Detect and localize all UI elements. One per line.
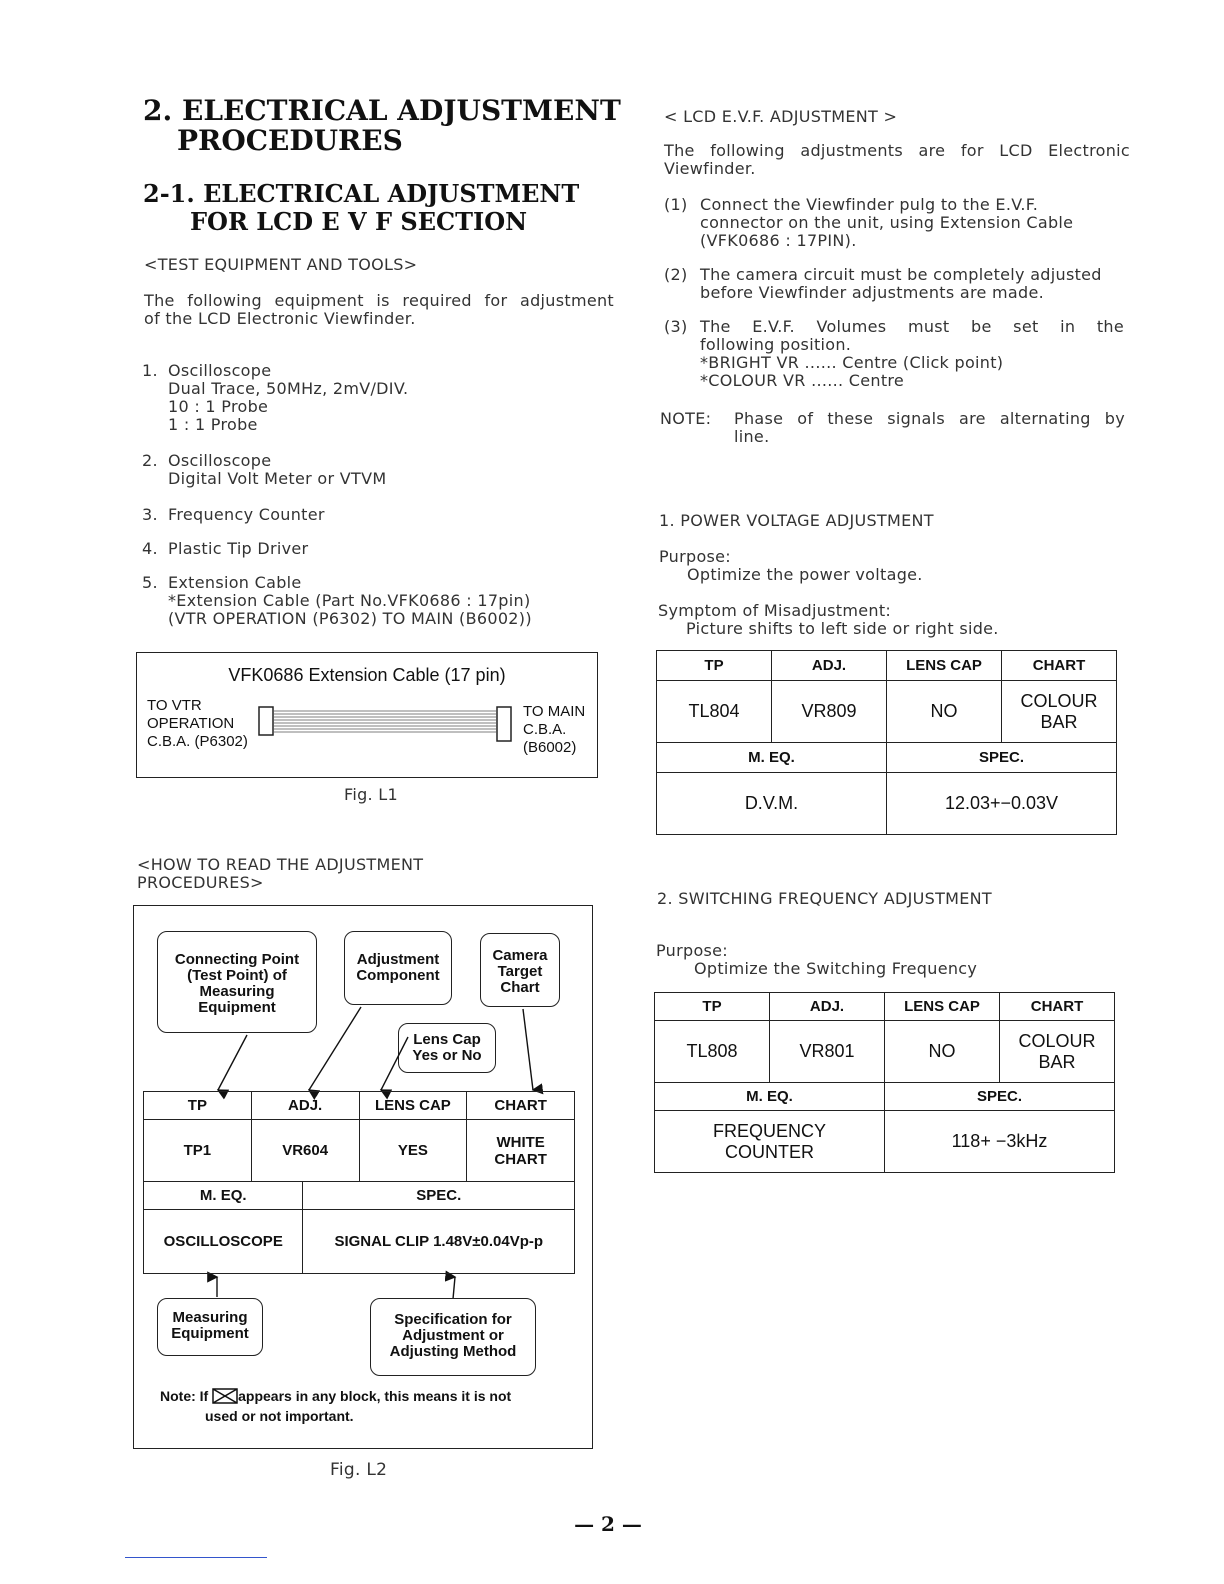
fig-l2-note: Note: If appears in any block, this means it is not used or not important. — [160, 1388, 512, 1424]
equipment-item: 4. Plastic Tip Driver — [142, 539, 309, 558]
bubble-measuring-equipment: Measuring Equipment — [157, 1298, 263, 1356]
header-adj: ADJ. — [251, 1092, 359, 1120]
switching-frequency-spec-table — [654, 1082, 1115, 1173]
header-lens-cap: LENS CAP — [887, 651, 1002, 681]
header-chart: CHART — [1002, 651, 1117, 681]
page-number: — 2 — — [574, 1512, 642, 1536]
bubble-specification: Specification for Adjustment or Adjusting Method — [370, 1298, 536, 1376]
power-voltage-purpose: Purpose: Optimize the power voltage. — [659, 547, 923, 584]
value-lens-cap: NO — [887, 681, 1002, 743]
lcd-evf-heading: < LCD E.V.F. ADJUSTMENT > — [664, 107, 898, 126]
section-heading: 2. ELECTRICAL ADJUSTMENT PROCEDURES — [143, 94, 621, 157]
value-lens-cap: NO — [885, 1021, 1000, 1083]
fig-l1-right-label: TO MAIN C.B.A. (B6002) — [523, 703, 586, 756]
fig-l1-caption: Fig. L1 — [344, 785, 399, 804]
bubble-test-point: Connecting Point (Test Point) of Measuring Equipment — [157, 931, 317, 1033]
power-voltage-spec-table — [656, 742, 1117, 835]
switching-frequency-purpose: Purpose: Optimize the Switching Frequency — [656, 941, 978, 978]
header-tp: TP — [144, 1092, 252, 1120]
value-meq: D.V.M. — [657, 773, 887, 835]
header-meq: M. EQ. — [144, 1182, 303, 1210]
header-spec: SPEC. — [303, 1182, 575, 1210]
header-spec: SPEC. — [887, 743, 1117, 773]
example-spec-table — [143, 1181, 575, 1274]
value-adj: VR809 — [772, 681, 887, 743]
equipment-item: 5. Extension Cable *Extension Cable (Part No.VFK0686 : 17pin) (VTR OPERATION (P6302) TO MAIN (B6002)) — [142, 573, 532, 628]
value-adj: VR801 — [770, 1021, 885, 1083]
value-meq: FREQUENCY COUNTER — [655, 1111, 885, 1173]
value-spec: SIGNAL CLIP 1.48V±0.04Vp-p — [303, 1210, 575, 1274]
value-chart: COLOUR BAR — [1002, 681, 1117, 743]
switching-frequency-table — [654, 992, 1115, 1083]
equipment-item: 2. Oscilloscope Digital Volt Meter or VTVM — [142, 451, 387, 488]
header-meq: M. EQ. — [655, 1083, 885, 1111]
header-spec: SPEC. — [885, 1083, 1115, 1111]
procedure-step: (1) Connect the Viewfinder pulg to the E.V.F. connector on the unit, using Extension Cable (VFK0686 : 17PIN). — [664, 195, 1074, 250]
value-tp: TP1 — [144, 1120, 252, 1182]
subsection-heading: 2-1. ELECTRICAL ADJUSTMENT FOR LCD E V F SECTION — [143, 179, 580, 236]
value-adj: VR604 — [251, 1120, 359, 1182]
equipment-item: 1. Oscilloscope Dual Trace, 50MHz, 2mV/DIV. 10 : 1 Probe 1 : 1 Probe — [142, 361, 409, 434]
extension-cable-icon — [257, 703, 515, 749]
header-lens-cap: LENS CAP — [885, 993, 1000, 1021]
how-to-read-heading: <HOW TO READ THE ADJUSTMENT PROCEDURES> — [137, 855, 424, 892]
footer-rule — [125, 1557, 267, 1558]
power-voltage-symptom: Symptom of Misadjustment: Picture shifts to left side or right side. — [658, 601, 999, 638]
header-chart: CHART — [467, 1092, 575, 1120]
header-adj: ADJ. — [772, 651, 887, 681]
value-spec: 12.03+−0.03V — [887, 773, 1117, 835]
header-tp: TP — [655, 993, 770, 1021]
fig-l1-box — [136, 652, 598, 778]
value-lens-cap: YES — [359, 1120, 467, 1182]
test-equipment-intro: The following equipment is required for adjustment of the LCD Electronic Viewfinder. — [144, 291, 614, 328]
test-equipment-heading: <TEST EQUIPMENT AND TOOLS> — [144, 255, 418, 274]
bubble-adjustment: Adjustment Component — [344, 931, 452, 1005]
fig-l1-left-label: TO VTR OPERATION C.B.A. (P6302) — [147, 697, 248, 750]
value-spec: 118+ −3kHz — [885, 1111, 1115, 1173]
switching-frequency-title: 2. SWITCHING FREQUENCY ADJUSTMENT — [657, 889, 993, 908]
header-chart: CHART — [1000, 993, 1115, 1021]
value-chart: COLOUR BAR — [1000, 1021, 1115, 1083]
lcd-evf-intro: The following adjustments are for LCD Electronic Viewfinder. — [664, 141, 1130, 178]
header-tp: TP — [657, 651, 772, 681]
value-chart: WHITE CHART — [467, 1120, 575, 1182]
fig-l2-caption: Fig. L2 — [330, 1460, 388, 1480]
fig-l1-title: VFK0686 Extension Cable (17 pin) — [228, 665, 506, 685]
crossed-box-icon — [212, 1388, 238, 1404]
equipment-list — [142, 362, 622, 628]
value-meq: OSCILLOSCOPE — [144, 1210, 303, 1274]
power-voltage-table — [656, 650, 1117, 743]
header-lens-cap: LENS CAP — [359, 1092, 467, 1120]
header-adj: ADJ. — [770, 993, 885, 1021]
value-tp: TL808 — [655, 1021, 770, 1083]
procedure-step: (3) The E.V.F. Volumes must be set in the following position. *BRIGHT VR ...... Centre (Click point) *COLOUR VR ...... Centre — [664, 317, 1124, 390]
lcd-evf-note: NOTE: Phase of these signals are alternating by line. — [660, 409, 1125, 446]
bubble-lens-cap: Lens Cap Yes or No — [398, 1023, 496, 1073]
example-adjustment-table — [143, 1091, 575, 1182]
equipment-item: 3. Frequency Counter — [142, 505, 325, 524]
value-tp: TL804 — [657, 681, 772, 743]
lcd-evf-steps — [664, 196, 1124, 390]
procedure-step: (2) The camera circuit must be completely adjusted before Viewfinder adjustments are made. — [664, 265, 1102, 302]
header-meq: M. EQ. — [657, 743, 887, 773]
bubble-chart: Camera Target Chart — [480, 933, 560, 1007]
power-voltage-title: 1. POWER VOLTAGE ADJUSTMENT — [659, 511, 934, 530]
